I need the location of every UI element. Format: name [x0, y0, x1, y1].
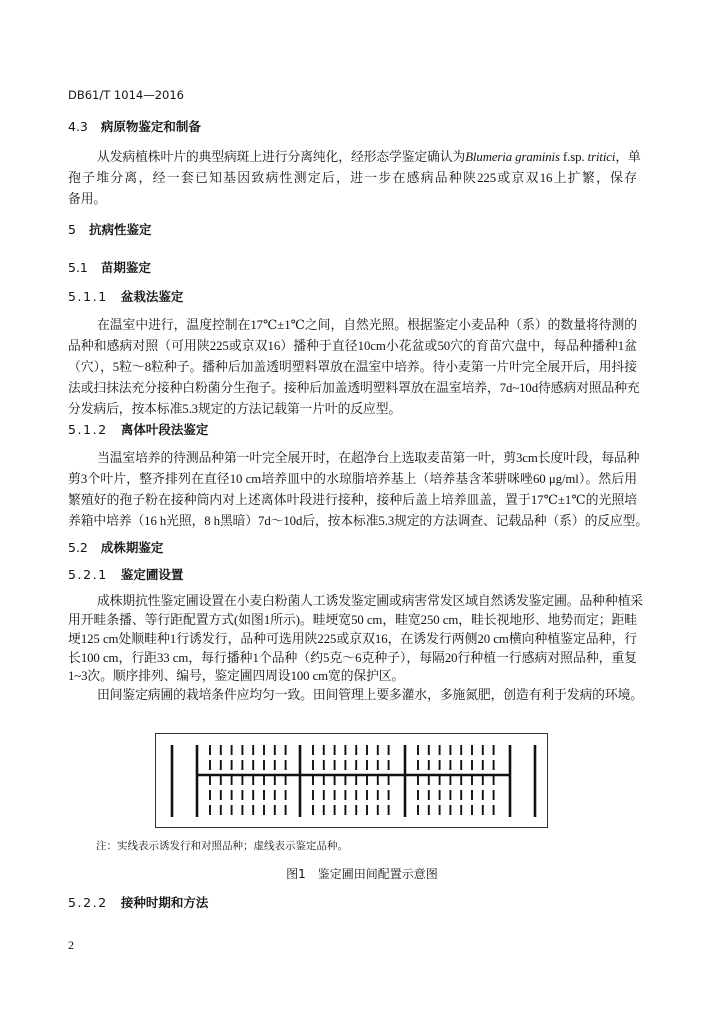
text-run: f.sp.: [559, 150, 588, 164]
paragraph-line: 法或扫抹法充分接种白粉菌分生孢子。接种后加盖透明塑料罩放在温室培养，7d~10d待感病对照品种充: [68, 381, 640, 395]
paragraph-line: 分发病后，按本标准5.3规定的方法记载第一片叶的反应型。: [68, 402, 402, 416]
paragraph-line: 品种和感病对照（可用陕225或京双16）播种于直径10cm小花盆或50穴的育苗穴盘中，每品种播种1盆: [68, 339, 637, 353]
heading-5: [68, 222, 151, 238]
text-run: ，单: [615, 150, 641, 164]
heading-5-1-1: [68, 289, 183, 305]
figure-note: 注：实线表示诱发行和对照品种；虚线表示鉴定品种。: [96, 841, 348, 852]
paragraph-line: 1~3次。顺序排列、编号，鉴定圃四周设100 cm宽的保护区。: [68, 669, 405, 683]
heading-5-1-2: [68, 422, 208, 438]
heading-5-2-2: [68, 895, 208, 911]
heading-title: 盆栽法鉴定: [120, 289, 184, 304]
heading-title: 抗病性鉴定: [88, 222, 152, 237]
paragraph-line: 田间鉴定病圃的栽培条件应均匀一致。田间管理上要多灌水，多施氮肥，创造有利于发病的环境。: [97, 688, 643, 702]
heading-title: 接种时期和方法: [120, 895, 209, 910]
paragraph-line: 在温室中进行，温度控制在17℃±1℃之间，自然光照。根据鉴定小麦品种（系）的数量将待测的: [97, 318, 637, 332]
heading-number: 5: [68, 222, 76, 237]
forma-specialis-name: tritici: [587, 150, 616, 164]
paragraph-line: （穴），5粒～8粒种子。播种后加盖透明塑料罩放在温室中培养。待小麦第一片叶完全展开后，用抖接: [68, 360, 637, 374]
paragraph-line: 剪3个叶片，整齐排列在直径10 cm培养皿中的水琼脂培养基上（培养基含苯骈咪唑60 μg/ml）。然后用: [68, 472, 637, 486]
page-number: 2: [68, 938, 74, 952]
heading-title: 成株期鉴定: [100, 540, 164, 555]
paragraph-line: 长100 cm，行距33 cm，每行播种1个品种（约5克～6克种子），每隔20行种植一行感病对照品种，重复: [68, 651, 637, 665]
paragraph-line: 埂125 cm处顺畦种1行诱发行，品种可选用陕225或京双16，在诱发行两侧20 cm横向种植鉴定品种，行: [68, 632, 637, 646]
paragraph-line: 备用。: [68, 192, 107, 206]
paragraph-line: 当温室培养的待测品种第一叶完全展开时，在超净台上选取麦苗第一叶，剪3cm长度叶段，每品种: [97, 451, 640, 465]
heading-number: 5.1.1: [68, 289, 108, 304]
field-layout-diagram: [155, 733, 548, 828]
heading-5-2: [68, 540, 163, 556]
paragraph-line: 繁殖好的孢子粉在接种筒内对上述离体叶段进行接种，接种后盖上培养皿盖，置于17℃±1℃的光照培: [68, 493, 637, 507]
heading-number: 5.2.1: [68, 567, 108, 582]
paragraph-line: 养箱中培养（16 h光照，8 h黑暗）7d～10d后，按本标准5.3规定的方法调查、记载品种（系）的反应型。: [68, 514, 649, 528]
document-code: DB61/T 1014—2016: [68, 88, 184, 102]
heading-number: 5.2: [68, 540, 88, 555]
paragraph-line: 用开畦条播、等行距配置方式(如图1所示)。畦埂宽50 cm，畦宽250 cm，畦长视地形、地势而定；距畦: [68, 613, 637, 627]
heading-title: 病原物鉴定和制备: [100, 119, 201, 134]
paragraph-line: 孢子堆分离，经一套已知基因致病性测定后，进一步在感病品种陕225或京双16上扩繁，保存: [68, 171, 637, 185]
diagram-border: [156, 734, 548, 828]
heading-title: 苗期鉴定: [100, 260, 151, 275]
heading-number: 5.2.2: [68, 895, 108, 910]
paragraph-line: 成株期抗性鉴定圃设置在小麦白粉菌人工诱发鉴定圃或病害常发区域自然诱发鉴定圃。品种种植采: [97, 594, 643, 608]
figure-caption: 图1 鉴定圃田间配置示意图: [286, 867, 438, 881]
species-name: Blumeria graminis: [465, 150, 560, 164]
heading-title: 鉴定圃设置: [120, 567, 184, 582]
heading-number: 4.3: [68, 119, 88, 134]
heading-number: 5.1.2: [68, 422, 108, 437]
heading-5-1: [68, 260, 151, 276]
text-run: 从发病植株叶片的典型病斑上进行分离纯化，经形态学鉴定确认为: [97, 150, 466, 164]
paragraph-line: [97, 149, 641, 165]
heading-4-3: [68, 119, 201, 135]
heading-number: 5.1: [68, 260, 88, 275]
heading-5-2-1: [68, 567, 183, 583]
heading-title: 离体叶段法鉴定: [120, 422, 209, 437]
